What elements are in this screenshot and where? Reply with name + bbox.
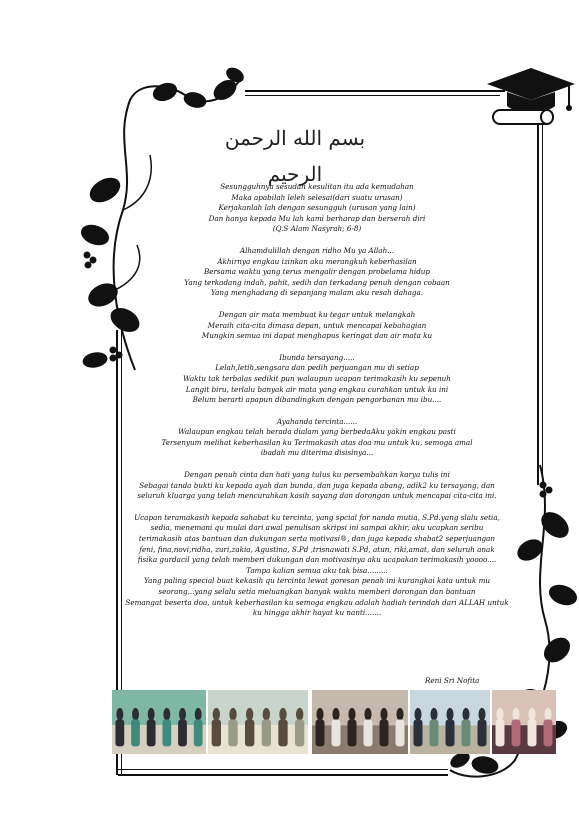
text-line: Meraih cita-cita dimasa depan, untuk mencapai kebahagian — [207, 320, 427, 330]
text-line: (Q.S Alam Nasyrah; 6-8) — [272, 224, 362, 234]
text-line: Yang paling special buat kekasih qu tercinta lewat goresan penah ini kurangkai kata untuk mu — [143, 576, 491, 586]
paragraph-family — [112, 470, 522, 502]
text-line: terimakasih atas bantuan dan dukungan serta motivasi®, dan juga kepada shabat2 seperjuangan — [138, 534, 496, 544]
paragraph-tears — [112, 310, 522, 342]
paragraph-quran-verse — [112, 182, 522, 235]
paragraph-gratitude — [112, 246, 522, 299]
author-signature: Reni Sri Nofita — [425, 676, 480, 685]
text-line: Akhirnya engkau izinkan aku merangkuh keberhasilan — [217, 256, 417, 266]
photo-group-beach — [208, 690, 308, 754]
text-line: ibadah mu diterima disisinya... — [260, 448, 374, 458]
text-line: Belum berarti apapun dibandingkan dengan pengorbanan mu ibu.... — [192, 395, 442, 405]
graduation-cap-icon — [485, 66, 577, 138]
text-line: Semangat beserta doa, untuk keberhasilan ku semoga engkau adalah hadiah terindah dari ALLAH untuk — [125, 597, 509, 607]
photo-group-seated — [312, 690, 408, 754]
frame-bottom-line-inner — [118, 769, 448, 770]
photo-two-women-beach — [112, 690, 206, 754]
text-line: Dengan air mata membuat ku tegar untuk melangkah — [218, 309, 416, 319]
frame-right-line — [537, 125, 539, 485]
text-line: Yang terkadang indah, pahit, sedih dan terkadang penuh dengan cobaan — [184, 277, 450, 287]
text-line: Lelah,letih,sengsara dan pedih perjuangan mu di setiap — [215, 363, 419, 373]
text-line: seorang...yang selalu setia meluangkan banyak waktu memberi dorongan dan bantuan — [158, 587, 476, 596]
text-line: Dengan penuh cinta dan hati yang tulus ku persembahkan karya tulis ini — [184, 470, 450, 480]
frame-top-line — [245, 90, 505, 92]
text-line: Mungkin semua ini dapat menghapus keringat dan air mata ku — [201, 331, 433, 341]
text-line: Kerjakanlah lah dengan sesungguh (urusan yang lain) — [218, 203, 416, 213]
text-line: Langit biru, terlalu banyak air mata yang engkau curahkan untuk ku ini — [185, 384, 449, 394]
bismillah-calligraphy: بسم الله الرحمن الرحيم — [224, 126, 366, 186]
text-line: Ucapan teramakasih kepada sahabat ku tercinta, yang spcial for nanda mutia, S.Pd.yang slalu setia, — [134, 512, 500, 522]
text-line: Bersama waktu yang terus mengalir dengan probelama hidup — [203, 267, 431, 277]
text-line: Tampa kalian semua aku tak bisa......... — [246, 565, 388, 575]
text-line: Waktu tak terbalas sedikit pun walaupun ucapan terimakasih ku sepenuh — [183, 373, 451, 383]
frame-top-line-inner — [245, 95, 500, 96]
text-line: ku hingga akhir hayat ku nanti....... — [252, 608, 382, 618]
paragraph-father — [112, 417, 522, 459]
text-line: Alhamdulillah dengan ridho Mu ya Allah... — [239, 245, 395, 255]
text-line: Walaupun engkau telah berada dialam yang berbedaAku yakin engkau pasti — [178, 427, 456, 437]
text-line: Dan hanya kepada Mu lah kami berharap dan berserah diri — [208, 213, 426, 223]
text-line: sedia, menemani qu mulai dari awal penulisan skripsi ini sampai akhir, aku ucapkan seribu — [150, 523, 484, 533]
photo-group-hijab — [492, 690, 556, 754]
text-line: Sesungguhnya sesudah kesulitan itu ada kemudahan — [220, 182, 414, 191]
text-line: Maka apabilah leleh selesai(dari suatu urusan) — [231, 192, 403, 202]
photo-woman-outdoor — [410, 690, 490, 754]
frame-bottom-line — [118, 774, 448, 776]
frame-right-line-inner — [542, 125, 543, 485]
paragraph-mother — [112, 353, 522, 406]
dedication-text — [112, 182, 522, 630]
text-line: Tersenyum melihat keberhasilan ku Terimakasih atas doa mu untuk ku, semoga amal — [161, 437, 473, 447]
text-line: Yang menghadang di sepanjang malam aku resah dahaga. — [210, 288, 424, 298]
text-line: fisika gurdacil yang telah memberi dukungan dan motivasinya aku ucapakan terimakasih yoooo.... — [137, 555, 497, 565]
paragraph-friends — [112, 513, 522, 619]
text-line: Sebagai tanda bukti ku kepada ayah dan bunda, dan juga kepada abang, adik2 ku tersayang, dan — [139, 480, 495, 490]
text-line: seluruh kluarga yang telah mencurahkan kasih sayang dan dorongan untuk mencapai cita-cita ini. — [137, 491, 497, 501]
text-line: feni, fina,novi,ridha, zuri,zakia, Agustina, S.Pd ,trisnawati S.Pd, atun, riki,amat, dan seluruh anak — [139, 544, 495, 554]
text-line: Ayahanda tercinta...... — [276, 416, 358, 426]
text-line: Ibunda tersayang..... — [279, 352, 355, 362]
